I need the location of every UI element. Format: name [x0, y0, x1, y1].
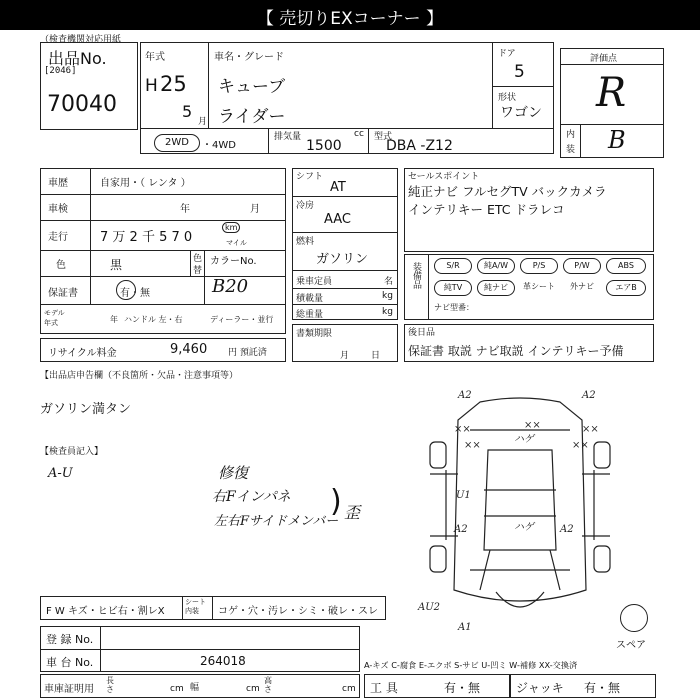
- score-value: R: [596, 70, 627, 116]
- wheel-rl: [430, 546, 446, 572]
- score-label: 評価点: [590, 54, 618, 64]
- equip-airbag: エアB: [606, 280, 646, 296]
- equip-extnavi: 外ナビ: [570, 282, 594, 291]
- color-no-label: カラーNo.: [210, 256, 257, 267]
- car-label: 車名・グレード: [214, 52, 284, 63]
- gross-label: 総重量: [296, 310, 324, 320]
- mark-2: ××: [454, 424, 471, 435]
- legend-text: A-キズ C-腐食 E-エクボ S-サビ U-凹ミ W-補修 XX-交換済: [364, 660, 578, 670]
- cert-height: 高さ: [264, 676, 272, 694]
- disp-value: 1500: [306, 138, 342, 154]
- tools-value: 有・無: [444, 681, 481, 695]
- mark-8: U1: [456, 490, 471, 501]
- disp-label: 排気量: [274, 132, 302, 142]
- aircon-value: AAC: [324, 212, 351, 227]
- mark-11: A2: [560, 524, 574, 535]
- year-era: H: [145, 76, 158, 96]
- drive-4wd: ・4WD: [202, 140, 236, 151]
- history-label: 車歴: [48, 178, 68, 189]
- inspector-label: 【検査員記入】: [40, 447, 104, 457]
- doors-label: ドア: [498, 49, 516, 59]
- after-value: 保証書 取説 ナビ取説 インテリキー予備: [408, 344, 624, 358]
- inspector-line3: 左右Fサイドメンバー: [214, 514, 339, 529]
- spare-label: スペア: [616, 640, 646, 651]
- sales-line2: インテリキー ETC ドラレコ: [408, 202, 565, 217]
- inspector-line2: 右Fインパネ: [212, 489, 291, 505]
- mark-13: A1: [458, 622, 472, 630]
- color-no-value: B20: [212, 276, 249, 297]
- color-value: 黒: [110, 258, 123, 272]
- mark-10: ハゲ: [514, 522, 534, 533]
- mark-1: A2: [582, 390, 596, 401]
- capacity-unit: 名: [384, 277, 394, 287]
- jack-value: 有・無: [584, 681, 621, 695]
- doc-label: 書類期限: [296, 329, 333, 339]
- equip-leather: 革シート: [523, 282, 555, 291]
- model-label: 型式: [374, 132, 393, 142]
- inspection-year: 年: [180, 204, 190, 215]
- equip-aw: 純A/W: [477, 258, 515, 274]
- shape-value: ワゴン: [500, 105, 542, 121]
- inspector-a1: A-U: [48, 466, 73, 481]
- after-label: 後日品: [408, 328, 436, 338]
- history-value: 自家用・（ レンタ ）: [100, 178, 191, 189]
- inspection-month: 月: [250, 204, 260, 215]
- load-label: 積載量: [296, 294, 324, 304]
- registration-label: 登 録 No.: [46, 633, 94, 646]
- cert-len: 長さ: [106, 676, 114, 694]
- warranty-label: 保証書: [48, 288, 78, 299]
- wheel-fr: [594, 442, 610, 468]
- equip-sr: S/R: [434, 258, 472, 274]
- car-grade: ライダー: [218, 107, 286, 127]
- mileage-mile: マイル: [226, 239, 247, 247]
- color-change-1: 色: [193, 254, 203, 264]
- gross-unit: kg: [382, 307, 393, 317]
- mark-3: ××: [524, 420, 541, 431]
- fuel-value: ガソリン: [316, 252, 369, 267]
- load-unit: kg: [382, 291, 393, 301]
- recycle-value: 9,460: [170, 342, 208, 357]
- aircon-label: 冷房: [296, 201, 315, 211]
- checklist-seat: シート内装: [185, 598, 206, 615]
- equip-tv: 純TV: [434, 280, 472, 296]
- drive-2wd: 2WD: [154, 134, 200, 152]
- mark-0: A2: [458, 390, 472, 401]
- warranty-circle: [116, 280, 136, 300]
- equip-abs: ABS: [606, 258, 646, 274]
- inspector-line1: 修復: [218, 464, 249, 482]
- mark-9: A2: [454, 524, 468, 535]
- header-subtitle: （検査機関対応用紙: [40, 35, 122, 45]
- defects-label: 【出品店申告欄（不良箇所・欠品・注意事項等）: [40, 371, 239, 381]
- sales-label: セールスポイント: [408, 172, 480, 182]
- defects-text: ガソリン満タン: [40, 402, 132, 417]
- disp-unit: cc: [354, 129, 364, 139]
- sales-line1: 純正ナビ フルセグTV バックカメラ: [408, 184, 607, 199]
- recycle-label: リサイクル料金: [48, 348, 117, 359]
- lot-label: 出品No.: [48, 49, 107, 68]
- doc-unit: 月日: [340, 351, 403, 361]
- equipment-label: 装備品: [411, 262, 421, 289]
- recycle-unit: 円 預託済: [228, 348, 267, 358]
- cert-len-unit: cm: [170, 684, 184, 694]
- equip-navi: 純ナビ: [477, 280, 515, 296]
- mark-12: AU2: [418, 602, 441, 613]
- mileage-km: km: [222, 222, 240, 233]
- header-title: 【 売切りEXコーナー 】: [256, 9, 444, 29]
- equip-ps: P/S: [520, 258, 558, 274]
- wheel-fl: [430, 442, 446, 468]
- shift-value: AT: [330, 180, 346, 195]
- chassis-value: 264018: [200, 654, 246, 668]
- doors-value: 5: [514, 62, 525, 82]
- mark-4: ××: [582, 424, 599, 435]
- interior-value: B: [608, 126, 626, 154]
- cert-width: 幅: [190, 683, 200, 693]
- inspector-brace: ): [330, 484, 342, 519]
- equip-navi-model: ナビ型番：: [434, 303, 474, 312]
- car-name: キューブ: [218, 77, 286, 97]
- checklist-fw: F W キズ・ヒビ右・割レX: [46, 606, 165, 617]
- tools-label: 工 具: [370, 681, 398, 695]
- car-roof: [484, 450, 556, 550]
- model-year-handle: ハンドル 左・右: [124, 315, 183, 324]
- model-year-dealer: ディーラー・並行: [210, 315, 274, 324]
- chassis-label: 車 台 No.: [46, 656, 94, 669]
- jack-label: ジャッキ: [516, 681, 564, 695]
- model-year-yr: 年: [110, 315, 118, 324]
- vehicle-table: [40, 168, 286, 334]
- capacity-label: 乗車定員: [296, 277, 333, 287]
- lot-number: 70040: [47, 92, 117, 117]
- interior-label-2: 装: [566, 145, 576, 155]
- mileage-value: 7 万 2 千 5 7 0: [100, 230, 193, 245]
- model-year-1: モデル: [44, 309, 65, 317]
- shape-label: 形状: [498, 93, 517, 103]
- cert-label: 車庫証明用: [44, 684, 94, 695]
- color-label: 色: [56, 260, 66, 271]
- year-value: 25: [160, 72, 187, 96]
- year-label: 年式: [145, 52, 165, 63]
- checklist-items: コゲ・穴・汚レ・シミ・破レ・スレ: [218, 606, 378, 617]
- car-diagram: [410, 390, 630, 630]
- year-month-unit: 月: [198, 117, 208, 127]
- equip-pw: P/W: [563, 258, 601, 274]
- color-change-2: 替: [193, 266, 203, 276]
- mileage-label: 走行: [48, 232, 68, 243]
- cert-width-unit: cm: [246, 684, 260, 694]
- fuel-label: 燃料: [296, 237, 315, 247]
- model-value: DBA -Z12: [386, 138, 453, 154]
- shift-label: シフト: [296, 172, 324, 182]
- wheel-rr: [594, 546, 610, 572]
- warranty-value: 有・無: [120, 288, 150, 299]
- cert-height-unit: cm: [342, 684, 356, 694]
- mark-5: ××: [464, 440, 481, 451]
- year-month: 5: [182, 102, 193, 121]
- mark-6: ××: [572, 440, 589, 451]
- inspection-label: 車検: [48, 204, 68, 215]
- inspector-note: 歪: [344, 503, 361, 522]
- mark-7: ハゲ: [514, 434, 534, 445]
- model-year-2: 年式: [44, 319, 58, 327]
- lot-tag: [2046]: [44, 66, 77, 76]
- interior-label-1: 内: [566, 130, 576, 140]
